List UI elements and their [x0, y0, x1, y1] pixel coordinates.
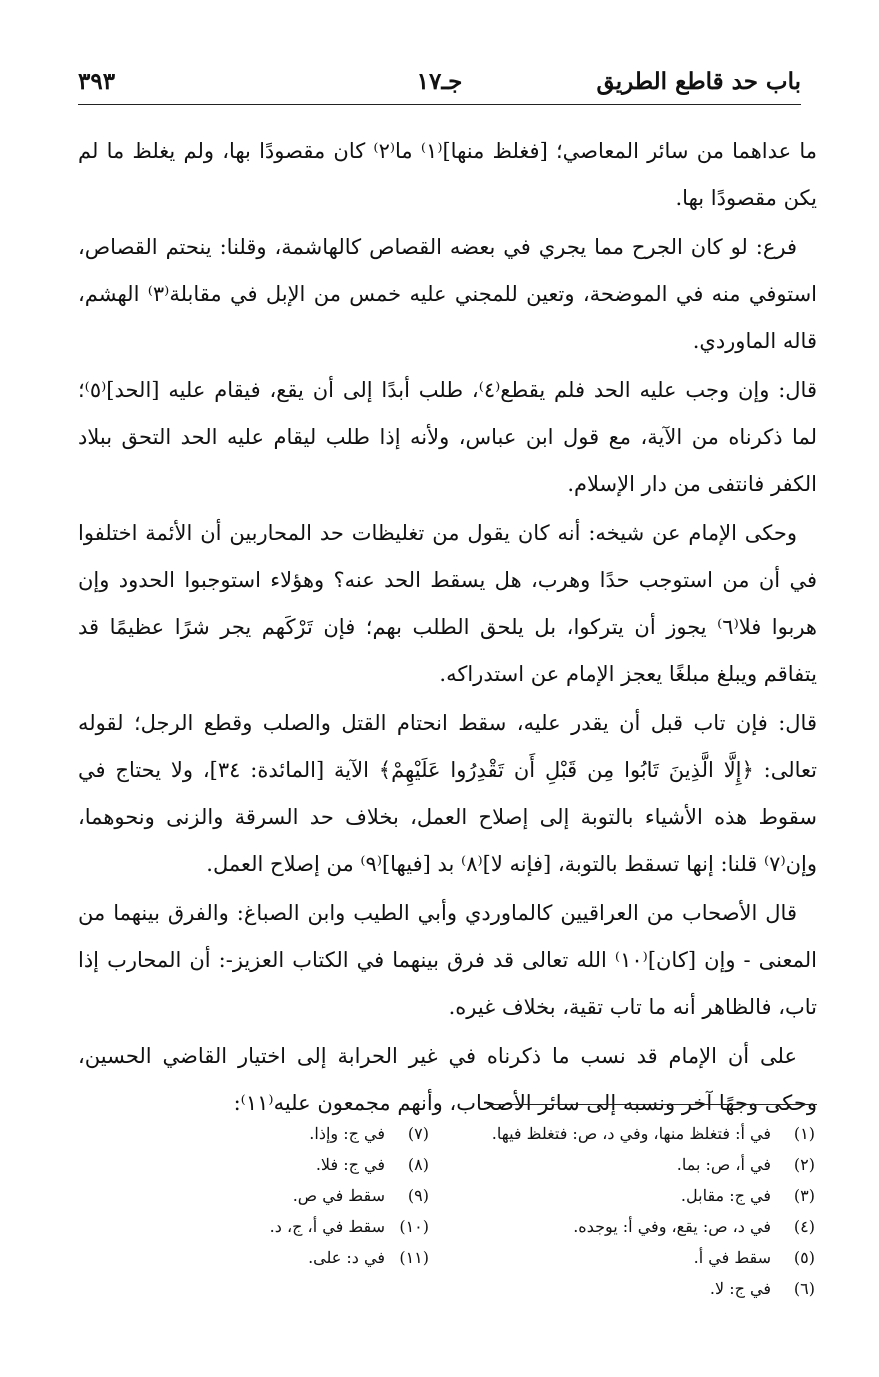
footnote	[435, 1180, 815, 1211]
footnote-separator	[487, 1104, 817, 1105]
footnotes-right-column	[435, 1118, 815, 1304]
footnote-number: (١١)	[399, 1248, 429, 1267]
footnote-text: في ج: مقابل.	[680, 1186, 771, 1205]
footnote-number: (٧)	[407, 1124, 429, 1143]
footnote-text: في أ، ص: بما.	[676, 1155, 771, 1174]
footnote-text: سقط في ص.	[292, 1186, 385, 1205]
footnotes-left-column	[99, 1118, 429, 1273]
footnote-text: في ج: وإذا.	[309, 1124, 385, 1143]
paragraph: قال الأصحاب من العراقيين كالماوردي وأبي الطيب وابن الصباغ: والفرق بينهما من المعنى - وإن [كان]⁽١٠⁾ الله تعالى قد فرق بينهما في الكتاب العزيز-: أن المحارب إذا تاب، فالظاهر أنه ما تاب تقية، بخلاف غيره.	[78, 901, 818, 1019]
running-header	[78, 64, 801, 105]
footnote-number: (٢)	[793, 1155, 815, 1174]
paragraph: وحكى الإمام عن شيخه: أنه كان يقول من تغليظات حد المحاربين أن الأئمة اختلفوا في أن من استوجب حدًا وهرب، هل يسقط الحد عنه؟ وهؤلاء استوجبوا الحدود وإن هربوا فلا⁽٦⁾ يجوز أن يتركوا، بل يلحق الطلب بهم؛ فإن تَرْكَهم يجر شرًا عظيمًا قد يتفاقم ويبلغ مبلغًا يعجز الإمام عن استدراكه.	[78, 521, 817, 686]
footnote	[435, 1211, 815, 1242]
footnote	[99, 1118, 429, 1149]
footnote-number: (١)	[793, 1124, 815, 1143]
footnote	[435, 1149, 815, 1180]
footnote	[435, 1242, 815, 1273]
footnote-text: في د: على.	[308, 1248, 385, 1267]
main-text	[78, 128, 817, 1129]
page-number: ٣٩٣	[78, 68, 116, 95]
footnote	[99, 1149, 429, 1180]
paragraph: ما عداهما من سائر المعاصي؛ [فغلظ منها]⁽١⁾ ما⁽٢⁾ كان مقصودًا بها، ولم يغلظ ما لم يكن مقصودًا بها.	[78, 139, 818, 210]
footnote	[99, 1211, 429, 1242]
footnote-number: (٩)	[407, 1186, 429, 1205]
footnote-number: (٣)	[793, 1186, 815, 1205]
footnote-text: في أ: فتغلظ منها، وفي د، ص: فتغلظ فيها.	[491, 1124, 771, 1143]
footnote-text: سقط في أ.	[693, 1248, 771, 1267]
footnote	[99, 1242, 429, 1273]
volume-label: جـ١٧	[416, 68, 463, 95]
footnote-text: في ج: فلا.	[315, 1155, 385, 1174]
footnote	[435, 1273, 815, 1304]
footnote	[435, 1118, 815, 1149]
footnote-number: (٦)	[793, 1279, 815, 1298]
paragraph: قال: فإن تاب قبل أن يقدر عليه، سقط انحتام القتل والصلب وقطع الرجل؛ لقوله تعالى: ﴿إِلَّا الَّذِينَ تَابُوا مِن قَبْلِ أَن تَقْدِرُوا عَلَيْهِمْ﴾ الآية [المائدة: ٣٤]، ولا يحتاج في سقوط هذه الأشياء بالتوبة إلى إصلاح العمل، بخلاف حد السرقة والزنى ونحوهما، وإن⁽٧⁾ قلنا: إنها تسقط بالتوبة، [فإنه لا]⁽٨⁾ بد [فيها]⁽٩⁾ من إصلاح العمل.	[78, 711, 817, 876]
footnote-text: في د، ص: يقع، وفي أ: يوجده.	[573, 1217, 771, 1236]
footnote-number: (٥)	[793, 1248, 815, 1267]
footnote-number: (١٠)	[399, 1217, 429, 1236]
chapter-title: باب حد قاطع الطريق	[596, 68, 801, 95]
footnote-number: (٤)	[793, 1217, 815, 1236]
paragraph: فرع: لو كان الجرح مما يجري في بعضه القصاص كالهاشمة، وقلنا: ينحتم القصاص، استوفي منه في الموضحة، وتعين للمجني عليه خمس من الإبل في مقابلة⁽٣⁾ الهشم، قاله الماوردي.	[78, 235, 817, 353]
paragraph: على أن الإمام قد نسب ما ذكرناه في غير الحرابة إلى اختيار القاضي الحسين، وحكى وجهًا آخر ونسبه إلى سائر الأصحاب، وأنهم مجمعون عليه⁽١١⁾:	[78, 1044, 817, 1115]
footnote-number: (٨)	[407, 1155, 429, 1174]
footnote-text: في ج: لا.	[709, 1279, 771, 1298]
footnote	[99, 1180, 429, 1211]
footnote-text: سقط في أ، ج، د.	[269, 1217, 385, 1236]
paragraph: قال: وإن وجب عليه الحد فلم يقطع⁽٤⁾، طلب أبدًا إلى أن يقع، فيقام عليه [الحد]⁽٥⁾؛ لما ذكرناه من الآية، مع قول ابن عباس، ولأنه إذا طلب ليقام عليه الحد التحق ببلاد الكفر فانتفى من دار الإسلام.	[78, 378, 817, 496]
